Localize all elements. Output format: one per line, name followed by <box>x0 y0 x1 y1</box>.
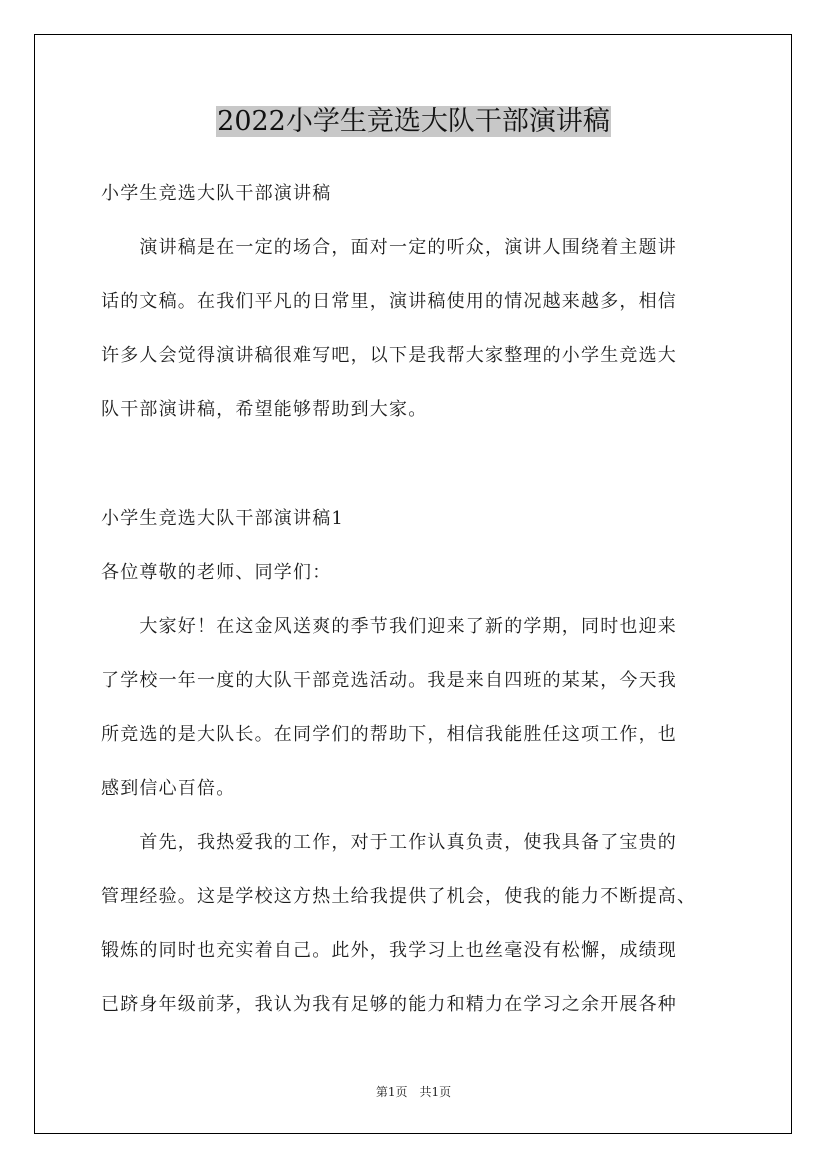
paragraph-line: 所竞选的是大队长。在同学们的帮助下，相信我能胜任这项工作，也 <box>101 724 677 745</box>
document-title: 2022小学生竞选大队干部演讲稿 <box>217 106 610 137</box>
paragraph-line: 管理经验。这是学校这方热土给我提供了机会，使我的能力不断提高、 <box>101 886 697 907</box>
intro-line: 演讲稿是在一定的场合，面对一定的听众，演讲人围绕着主题讲 <box>101 237 677 258</box>
section-heading: 小学生竞选大队干部演讲稿1 <box>101 508 345 529</box>
paragraph-line: 感到信心百倍。 <box>101 778 236 799</box>
intro-line: 话的文稿。在我们平凡的日常里，演讲稿使用的情况越来越多，相信 <box>101 291 677 312</box>
paragraph-line: 大家好！在这金风送爽的季节我们迎来了新的学期，同时也迎来 <box>101 616 677 637</box>
greeting: 各位尊敬的老师、同学们： <box>101 562 332 583</box>
subtitle: 小学生竞选大队干部演讲稿 <box>101 183 332 204</box>
paragraph-line: 锻炼的同时也充实着自己。此外，我学习上也丝毫没有松懈，成绩现 <box>101 940 677 961</box>
paragraph-line: 了学校一年一度的大队干部竞选活动。我是来自四班的某某，今天我 <box>101 670 677 691</box>
paragraph-line: 已跻身年级前茅，我认为我有足够的能力和精力在学习之余开展各种 <box>101 994 677 1015</box>
paragraph-line: 首先，我热爱我的工作，对于工作认真负责，使我具备了宝贵的 <box>101 832 677 853</box>
intro-line: 许多人会觉得演讲稿很难写吧，以下是我帮大家整理的小学生竞选大 <box>101 345 677 366</box>
page-footer: 第1页 共1页 <box>375 1085 452 1099</box>
intro-line: 队干部演讲稿，希望能够帮助到大家。 <box>101 399 428 420</box>
